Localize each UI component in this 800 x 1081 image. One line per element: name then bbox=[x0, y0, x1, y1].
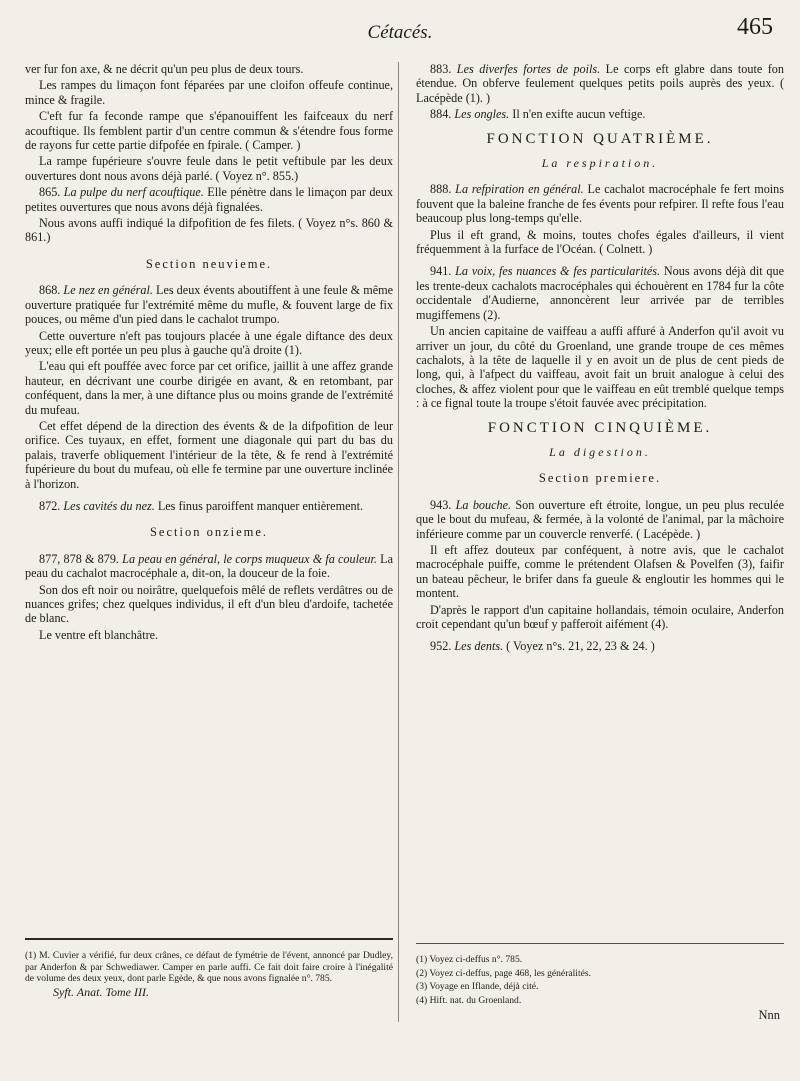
entry-865 bbox=[25, 185, 393, 214]
footnote: (1) M. Cuvier a vérifié, fur deux crânes, ce défaut de fymétrie de l'évent, annoncé par Dudley, par Anderfon & par Schwediawer. Camper en parle auffi. Ce fait doit faire croire à l'inégalité de volume des deux yeux, dont parle Egède, & que nous avons fignalée n°. 785. bbox=[25, 950, 393, 985]
footnote-rule bbox=[25, 938, 393, 940]
entry-number: 865. bbox=[39, 185, 61, 200]
paragraph: Nous avons auffi indiqué la difpofition de fes filets. ( Voyez n°s. 860 & 861.) bbox=[25, 216, 393, 245]
footnote: (3) Voyage en Iflande, déjà cité. bbox=[416, 981, 539, 993]
function-subheading: La digestion. bbox=[549, 444, 651, 459]
entry-text: Son ouverture eft étroite, longue, un peu plus reculée que le bout du mufeau, & fermée, à la volonté de l'animal, par la mâchoire inférieure comme par un couvercle renverfé. ( Lacépède. ) bbox=[416, 497, 785, 541]
entry-title: La bouche. bbox=[455, 497, 512, 512]
paragraph: Les rampes du limaçon font féparées par une cloifon offeufe continue, mince & fragile. bbox=[25, 78, 393, 107]
function-heading: FONCTION CINQUIÈME. bbox=[487, 419, 713, 436]
entry-text: Nous avons déjà dit que les trente-deux cachalots macrocéphales qui échouèrent en 1784 fur la côte occidentale d'Audierne, annoncèrent leur arrivée par de terribles mugiffemens (2). bbox=[416, 264, 785, 322]
entry-number: 952. bbox=[430, 639, 452, 654]
footnotes-right bbox=[416, 943, 784, 1022]
entry-number: 884. bbox=[430, 107, 452, 122]
entry-941 bbox=[416, 264, 784, 322]
entry-number: 883. bbox=[430, 62, 452, 76]
entry-number: 941. bbox=[430, 264, 452, 279]
column-divider bbox=[398, 62, 399, 1022]
section-heading: Section premiere. bbox=[538, 471, 662, 486]
entry-868 bbox=[25, 283, 393, 326]
entry-943 bbox=[416, 498, 784, 541]
entry-text: Il n'en exifte aucun veftige. bbox=[512, 107, 646, 122]
paragraph: Cet effet dépend de la direction des évents & de la difpofition de leur orifice. Ces tuyaux, en effet, forment une diagonale qui part du bas du palais, traverfe obliquement l'intérieur de la tête, & fe rend à l'extrémité fupérieure du bout du mufeau, où elle fe termine par une ouverture inclinée à l'horizon. bbox=[25, 418, 393, 491]
footnote: (2) Voyez ci-deffus, page 468, les généralités. bbox=[416, 967, 592, 979]
footnote: (4) Hift. nat. du Groenland. bbox=[416, 994, 522, 1006]
function-heading: FONCTION QUATRIÈME. bbox=[486, 130, 714, 147]
entry-872 bbox=[25, 499, 393, 513]
entry-number: 943. bbox=[430, 497, 452, 512]
entry-number: 877, 878 & 879. bbox=[39, 551, 119, 566]
paragraph: Le ventre eft blanchâtre. bbox=[39, 627, 159, 642]
entry-888 bbox=[416, 182, 784, 225]
entry-text: Le corps eft glabre dans toute fon étendue. On obferve feulement quelques petits poils auprès des yeux. ( Lacépède (1). ) bbox=[416, 62, 784, 105]
entry-title: La voix, fes nuances & fes particularités. bbox=[455, 264, 661, 279]
entry-text: Les deux évents aboutiffent à une feule & même ouverture pratiquée fur l'extrémité même du mufle, & fouvent large de fix pouces, ou même d'un pied dans le cachalot trumpo. bbox=[25, 283, 394, 327]
entry-952 bbox=[416, 639, 784, 653]
paragraph: Il eft affez douteux par conféquent, à notre avis, que le cachalot macrocéphale puiffe, comme le prétendent Olafsen & Povelfen (3), faifir un bateau pêcheur, le brifer dans fa gueule & engloutir les hommes qui le montent. bbox=[416, 542, 784, 601]
paragraph: Un ancien capitaine de vaiffeau a auffi affuré à Anderfon qu'il avoit vu arriver un jour, du côté du Groenland, une grande troupe de ces mêmes cachalots, à la tête de laquelle il y en avoit un de plus de cent pieds de long, qui, à l'afpect du vaiffeau, avoit fait un bruit analogue à celui des cloches, & affez violent pour que le vaiffeau en eût tremblé quelque temps : à ce fignal toute la troupe s'étoit fauvée avec précipitation. bbox=[416, 324, 784, 411]
footnotes-left bbox=[25, 938, 393, 998]
paragraph: Plus il eft grand, & moins, toutes chofes égales d'ailleurs, il vient fréquemment à la furface de l'Océan. ( Colnett. ) bbox=[416, 227, 784, 257]
footnote-rule bbox=[416, 943, 784, 944]
section-heading: Section onzieme. bbox=[149, 525, 269, 540]
paragraph: D'après le rapport d'un capitaine hollandais, témoin oculaire, Anderfon croit cependant qu'un bœuf y pafferoit aifément (4). bbox=[416, 602, 784, 631]
entry-text: Le cachalot macrocéphale fe fert moins fouvent que la baleine franche de fes évents pour refpirer. Il refte fous l'eau beaucoup plus long-temps qu'elle. bbox=[416, 182, 785, 226]
paragraph: ver fur fon axe, & ne décrit qu'un peu plus de deux tours. bbox=[25, 62, 304, 76]
signature-mark: Nnn bbox=[758, 1008, 780, 1023]
entry-title: La pulpe du nerf acouftique. bbox=[63, 185, 204, 200]
right-column bbox=[416, 62, 784, 656]
running-title: Cétacés. bbox=[367, 22, 433, 43]
entry-title: Le nez en général. bbox=[63, 283, 153, 298]
paragraph: L'eau qui eft pouffée avec force par cet orifice, jaillit à une affez grande hauteur, en décrivant une courbe dirigée en avant, & en retombant, par conféquent, dans la mer, à une diftance plus ou moins grande de l'extrémité du mufeau. bbox=[25, 359, 393, 417]
entry-title: La refpiration en général. bbox=[455, 182, 584, 197]
entry-text: ( Voyez n°s. 21, 22, 23 & 24. ) bbox=[506, 639, 655, 654]
entry-text: La peau du cachalot macrocéphale a, dit-on, la douceur de la foie. bbox=[25, 551, 393, 581]
entry-number: 868. bbox=[39, 283, 61, 298]
entry-884 bbox=[416, 107, 784, 121]
left-column bbox=[25, 62, 393, 644]
footnote: (1) Voyez ci-deffus n°. 785. bbox=[416, 954, 523, 965]
paragraph: La rampe fupérieure s'ouvre feule dans le petit veftibule par les deux ouvertures dont nous avons déjà parlé. ( Voyez n°. 855.) bbox=[25, 154, 393, 183]
paragraph: Son dos eft noir ou noirâtre, quelquefois mêlé de reflets verdâtres ou de nuances grifes; chez quelques individus, il eft d'un bleu d'ardoife, tachetée de blanc. bbox=[25, 582, 393, 626]
entry-title: Les ongles. bbox=[454, 107, 510, 122]
entry-877 bbox=[25, 552, 393, 581]
paragraph: Cette ouverture n'eft pas toujours placée à une égale diftance des deux yeux; elle eft portée un peu plus à gauche qu'à droite (1). bbox=[25, 328, 393, 357]
entry-text: Elle pénètre dans le limaçon par deux petites ouvertures que nous avons déjà fignalées. bbox=[25, 185, 394, 214]
entry-title: Les diverfes fortes de poils. bbox=[456, 62, 601, 76]
entry-title: Les cavités du nez. bbox=[63, 498, 155, 513]
signature-mark: Syft. Anat. Tome III. bbox=[53, 984, 149, 999]
page-number: 465 bbox=[737, 14, 773, 40]
entry-883 bbox=[416, 62, 784, 105]
entry-number: 872. bbox=[39, 498, 61, 513]
paragraph: C'eft fur fa feconde rampe que s'épanouiffent les faifceaux du nerf acouftique. Ils femblent partir d'un centre commun & s'étendre fous forme de rayons fur cette partie difpofée en fpirale. ( Camper. ) bbox=[25, 109, 393, 153]
function-subheading: La respiration. bbox=[541, 156, 659, 171]
entry-number: 888. bbox=[430, 182, 452, 197]
entry-text: Les finus paroiffent manquer entièrement. bbox=[157, 498, 364, 513]
entry-title: La peau en général, le corps muqueux & fa couleur. bbox=[122, 551, 377, 566]
section-heading: Section neuvieme. bbox=[145, 256, 273, 271]
entry-title: Les dents. bbox=[454, 639, 504, 654]
